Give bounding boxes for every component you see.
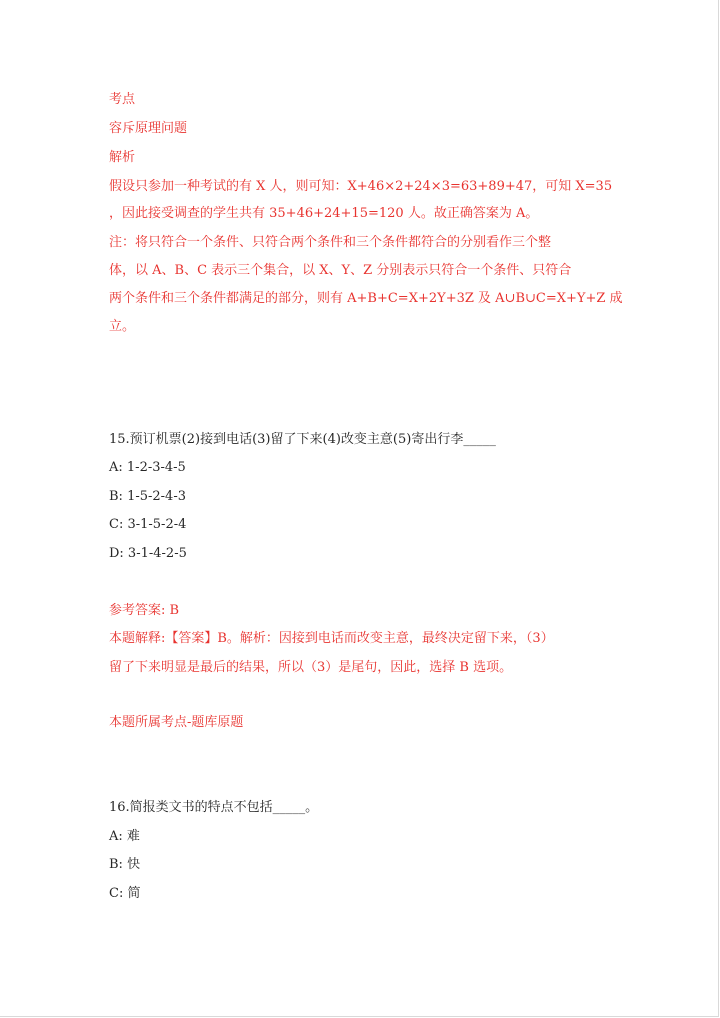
q16-option-b: B: 快 [109,857,141,872]
q15-answer: 参考答案: B [109,603,180,618]
q15-option-b: B: 1-5-2-4-3 [109,489,186,504]
jiexi-label: 解析 [109,150,136,165]
note-line-4: 立。 [109,319,136,334]
q15-source: 本题所属考点-题库原题 [109,715,244,730]
note-line-3: 两个条件和三个条件都满足的部分，则有 A+B+C=X+2Y+3Z 及 A∪B∪C=X+Y+Z 成 [109,291,623,306]
q16-option-a: A: 难 [109,829,140,844]
kaodian-value: 容斥原理问题 [109,121,188,136]
q15-option-c: C: 3-1-5-2-4 [109,517,187,532]
q15-explanation-line-2: 留了下来明显是最后的结果，所以（3）是尾句，因此，选择 B 选项。 [109,660,513,675]
note-line-2: 体，以 A、B、C 表示三个集合，以 X、Y、Z 分别表示只符合一个条件、只符合 [109,263,572,278]
explanation-line-1: 假设只参加一种考试的有 X 人，则可知：X+46×2+24×3=63+89+47，可知 X=35 [109,179,613,194]
explanation-line-2: ，因此接受调查的学生共有 35+46+24+15=120 人。故正确答案为 A。 [109,206,539,221]
question-15: 15.预订机票(2)接到电话(3)留了下来(4)改变主意(5)寄出行李_____ [109,432,496,447]
q15-option-a: A: 1-2-3-4-5 [109,460,186,475]
q16-option-c: C: 简 [109,886,141,901]
q15-explanation-line-1: 本题解释:【答案】B。解析：因接到电话而改变主意，最终决定留下来，（3） [109,631,554,646]
question-16: 16.简报类文书的特点不包括_____。 [109,800,319,815]
q15-option-d: D: 3-1-4-2-5 [109,546,187,561]
kaodian-label: 考点 [109,92,136,107]
note-line-1: 注：将只符合一个条件、只符合两个条件和三个条件都符合的分别看作三个整 [109,235,552,250]
